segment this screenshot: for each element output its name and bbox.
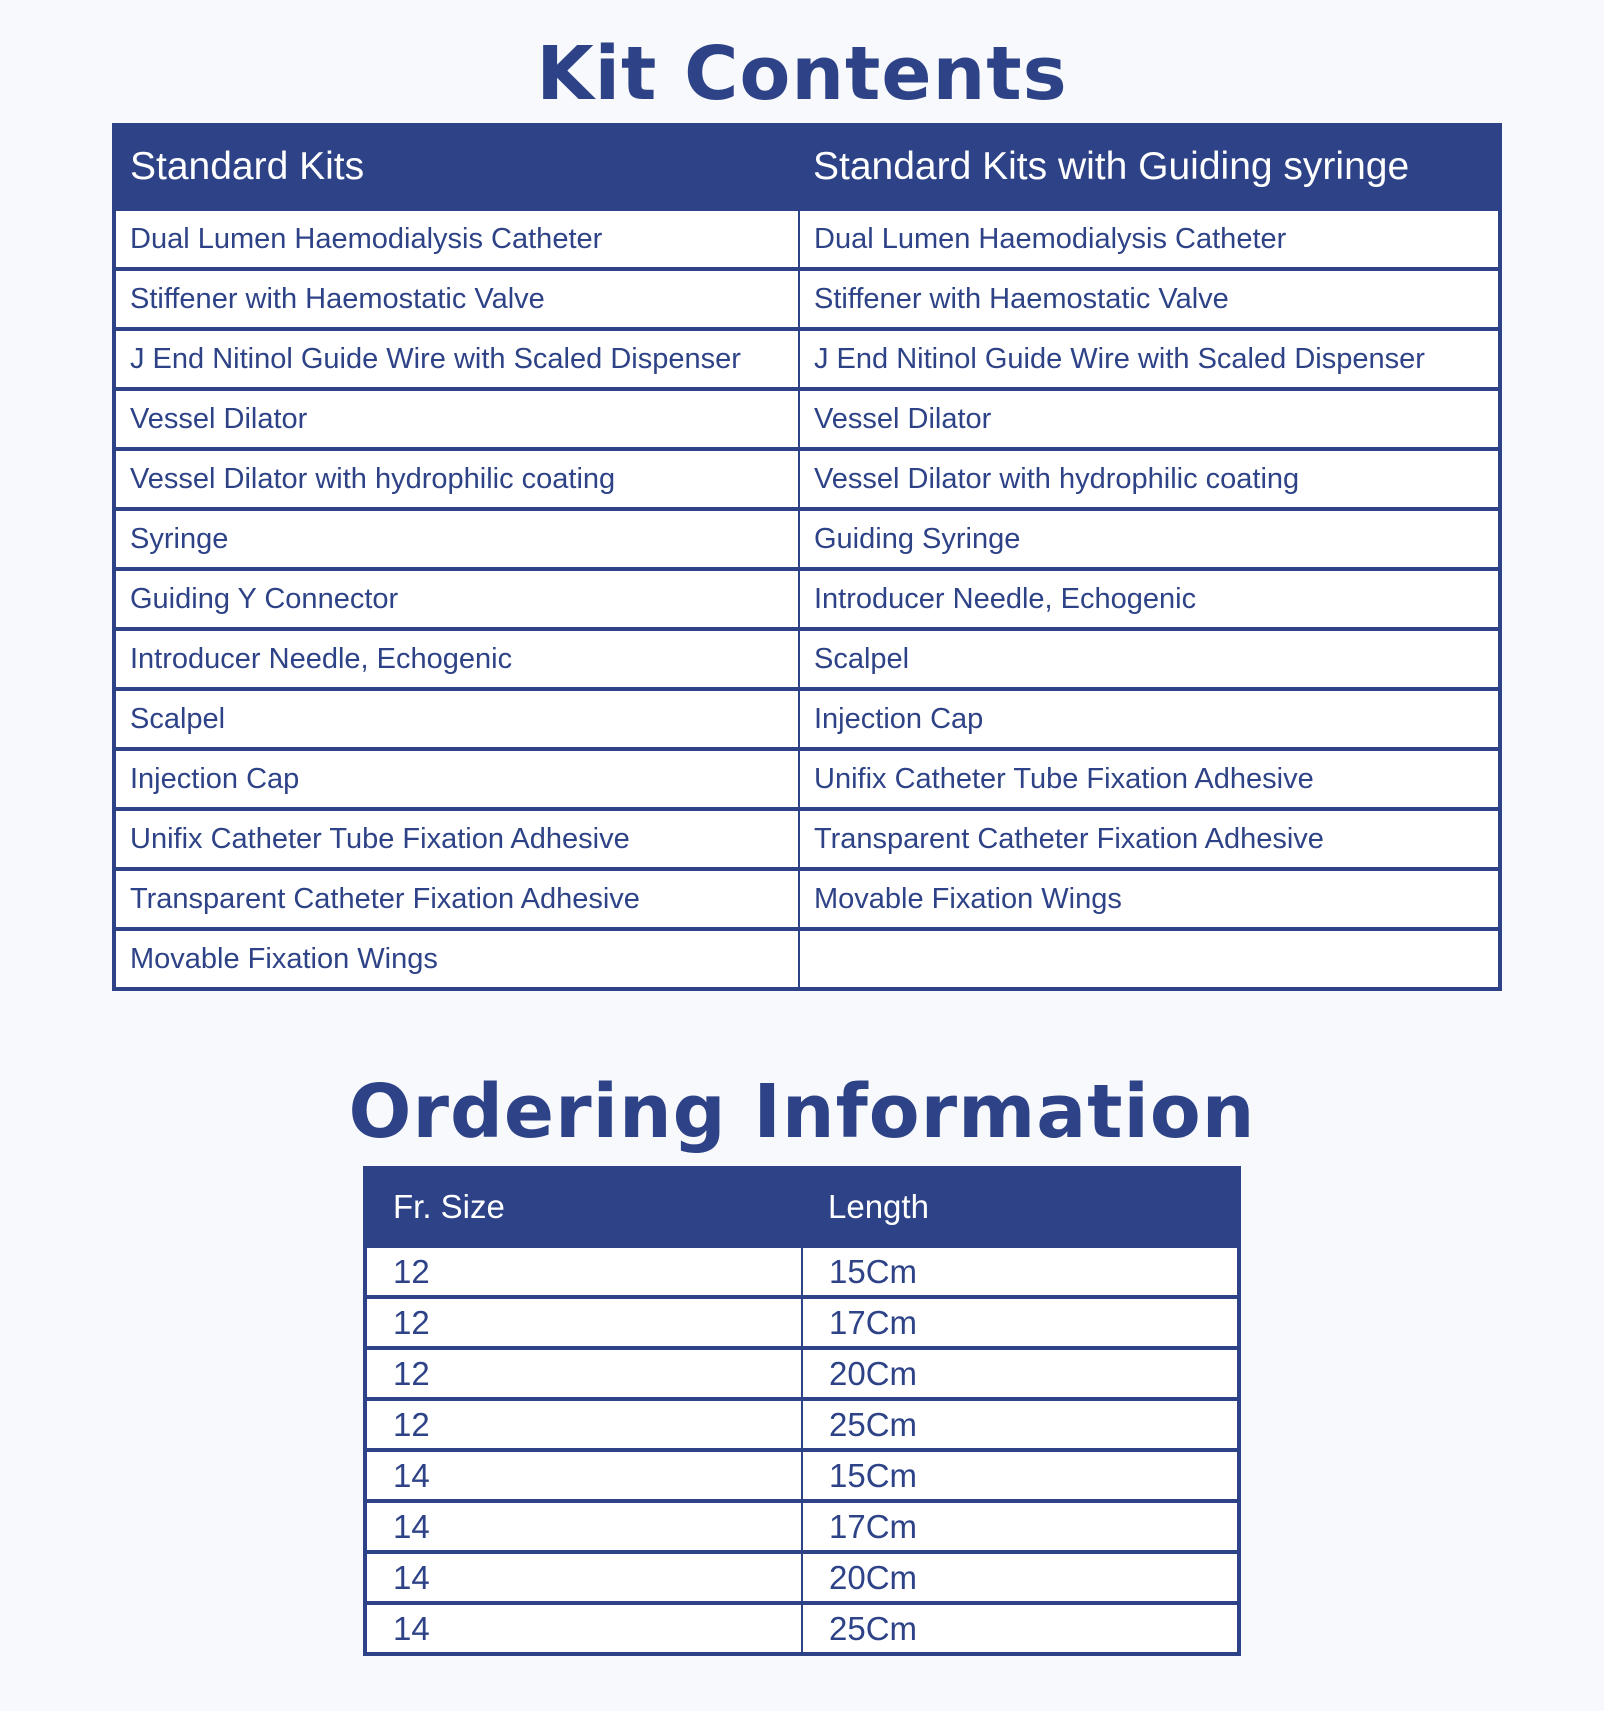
fr-size-cell: 12 [365, 1348, 802, 1399]
ordering-header-row [365, 1168, 1239, 1246]
table-row [114, 209, 1500, 269]
guiding-kit-item: Movable Fixation Wings [799, 869, 1500, 929]
length-cell: 17Cm [802, 1501, 1239, 1552]
guiding-kit-item-empty [799, 929, 1500, 989]
table-row [114, 269, 1500, 329]
kit-contents-table [112, 123, 1502, 991]
table-row [365, 1552, 1239, 1603]
guiding-kit-item: Introducer Needle, Echogenic [799, 569, 1500, 629]
fr-size-cell: 12 [365, 1246, 802, 1297]
standard-kit-item: Guiding Y Connector [114, 569, 799, 629]
table-row [114, 329, 1500, 389]
length-cell: 25Cm [802, 1603, 1239, 1654]
standard-kit-item: Vessel Dilator with hydrophilic coating [114, 449, 799, 509]
guiding-kit-item: Transparent Catheter Fixation Adhesive [799, 809, 1500, 869]
kit-contents-header-row [114, 125, 1500, 209]
length-cell: 20Cm [802, 1348, 1239, 1399]
table-row [114, 929, 1500, 989]
kit-contents-title: Kit Contents [536, 31, 1068, 117]
table-row [365, 1348, 1239, 1399]
standard-kit-item: Unifix Catheter Tube Fixation Adhesive [114, 809, 799, 869]
table-row [114, 809, 1500, 869]
guiding-kit-item: Injection Cap [799, 689, 1500, 749]
standard-kit-item: Stiffener with Haemostatic Valve [114, 269, 799, 329]
table-row [365, 1246, 1239, 1297]
table-row [365, 1450, 1239, 1501]
ordering-information-table [363, 1166, 1241, 1656]
table-row [114, 569, 1500, 629]
header-fr-size: Fr. Size [365, 1168, 802, 1246]
standard-kit-item: Transparent Catheter Fixation Adhesive [114, 869, 799, 929]
ordering-information-body [365, 1246, 1239, 1654]
header-standard-kits-guiding-syringe: Standard Kits with Guiding syringe [799, 125, 1500, 209]
fr-size-cell: 14 [365, 1552, 802, 1603]
guiding-kit-item: Scalpel [799, 629, 1500, 689]
guiding-kit-item: J End Nitinol Guide Wire with Scaled Dispenser [799, 329, 1500, 389]
table-row [114, 869, 1500, 929]
standard-kit-item: Introducer Needle, Echogenic [114, 629, 799, 689]
standard-kit-item: J End Nitinol Guide Wire with Scaled Dispenser [114, 329, 799, 389]
header-standard-kits: Standard Kits [114, 125, 799, 209]
length-cell: 15Cm [802, 1246, 1239, 1297]
table-row [114, 689, 1500, 749]
fr-size-cell: 14 [365, 1501, 802, 1552]
fr-size-cell: 12 [365, 1297, 802, 1348]
length-cell: 25Cm [802, 1399, 1239, 1450]
standard-kit-item: Scalpel [114, 689, 799, 749]
standard-kit-item: Dual Lumen Haemodialysis Catheter [114, 209, 799, 269]
guiding-kit-item: Unifix Catheter Tube Fixation Adhesive [799, 749, 1500, 809]
guiding-kit-item: Vessel Dilator [799, 389, 1500, 449]
guiding-kit-item: Dual Lumen Haemodialysis Catheter [799, 209, 1500, 269]
standard-kit-item: Injection Cap [114, 749, 799, 809]
fr-size-cell: 14 [365, 1450, 802, 1501]
standard-kit-item: Syringe [114, 509, 799, 569]
table-row [114, 449, 1500, 509]
ordering-information-title: Ordering Information [348, 1069, 1256, 1155]
header-length: Length [802, 1168, 1239, 1246]
table-row [365, 1297, 1239, 1348]
fr-size-cell: 12 [365, 1399, 802, 1450]
length-cell: 15Cm [802, 1450, 1239, 1501]
table-row [114, 629, 1500, 689]
fr-size-cell: 14 [365, 1603, 802, 1654]
table-row [114, 749, 1500, 809]
guiding-kit-item: Vessel Dilator with hydrophilic coating [799, 449, 1500, 509]
table-row [365, 1399, 1239, 1450]
table-row [114, 389, 1500, 449]
length-cell: 17Cm [802, 1297, 1239, 1348]
table-row [365, 1603, 1239, 1654]
standard-kit-item: Movable Fixation Wings [114, 929, 799, 989]
guiding-kit-item: Stiffener with Haemostatic Valve [799, 269, 1500, 329]
length-cell: 20Cm [802, 1552, 1239, 1603]
guiding-kit-item: Guiding Syringe [799, 509, 1500, 569]
table-row [114, 509, 1500, 569]
kit-contents-body [114, 209, 1500, 989]
table-row [365, 1501, 1239, 1552]
standard-kit-item: Vessel Dilator [114, 389, 799, 449]
